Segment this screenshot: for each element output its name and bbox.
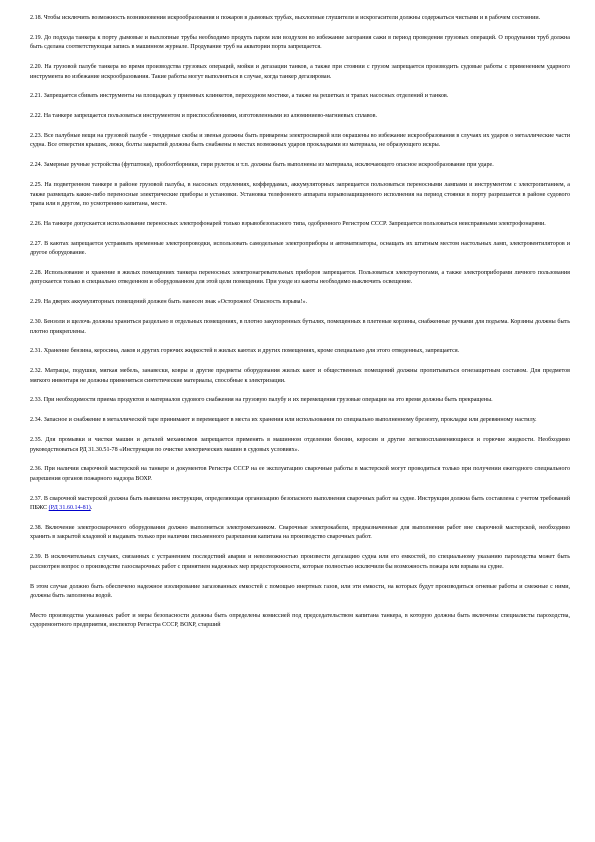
paragraph-2-30: 2.30. Бензоли и щелочь должны храниться раздельно в отдельных помещениях, в плотно закупоренных бутылях, помещенных в плетеные корзины, снабженные ручками для подъема. Корзины должны быть плотно прикреплены. xyxy=(30,319,570,335)
paragraph-2-37-text: 2.37. В сварочной мастерской должна быть вывешена инструкция, определяющая организацию безопасного выполнения сварочных работ на судне. Инструкция должна быть составлена с учетом требований ПБЖС xyxy=(30,495,570,512)
paragraph-2-39: 2.39. В исключительных случаях, связанных с устранением последствий аварии и невозможностью произвести дегазацию судна или его емкостей, по специальному указанию пароходства может быть рассмотрен вопрос о производстве газосварочных работ с принятием надежных мер предосторожности, которые полностью исключили бы возможность пожара или взрыва на судне. xyxy=(30,554,570,570)
paragraph-2-35: 2.35. Для промывки и чистки машин и деталей механизмов запрещается применять в машинном отделении бензин, керосин и другие легковоспламеняющиеся и горючие жидкости. Необходимо руководствоваться РД 31.30.51-78 «Инструкция по очистке электрических машин в судовых условиях». xyxy=(30,437,570,453)
rd-31-60-14-81-link[interactable]: (РД 31.60.14-81) xyxy=(48,505,91,512)
paragraph-inert-gas: В этом случае должно быть обеспечено надежное изолирование загазованных емкостей с помощью инертных газов, или эти емкости, на которых будут производиться огневые работы и смежные с ними, должны быть заполнены водой. xyxy=(30,583,570,600)
paragraph-2-23: 2.23. Все палубные вещи на грузовой палубе - тендерные скобы и звенья должны быть приварены электросваркой или окрашены во избежание искрообразования в случаях их ударов о металлические части судна. Все отверстия крышек, люки, болты закрытий должны быть снабжены в местах возможных ударов прокладками из материала, не образующего искры. xyxy=(30,132,570,149)
paragraph-2-37-end: . xyxy=(90,505,93,512)
paragraph-2-19: 2.19. До подхода танкера к порту дымовые и выхлопные трубы необходимо продуть паром или воздухом во избежание загорания сажи в период проведения грузовых операций. О продувании труб должна быть сделана соответствующая запись в машинном журнале. Продувание труб на акватории порта запрещается. xyxy=(30,34,570,51)
paragraph-commission: Место производства указанных работ и меры безопасности должны быть определены комиссией под председательством капитана танкера, в которую должны быть включены специалисты пароходства, судоремонтного предприятия, инспектор Регистра СССР, ВОХР, старший xyxy=(30,612,570,629)
paragraph-2-33: 2.33. При необходимости приема продуктов и материалов судового снабжения на грузовую палубу и их перемещения грузовые операции на это время должны быть прекращены. xyxy=(30,397,493,404)
paragraph-2-37 xyxy=(30,495,570,514)
paragraph-2-21: 2.21. Запрещается сбивать инструменты на площадках у приемных клинкетов, переходном мостике, а также на решетках и трапах насосных отделений и танков. xyxy=(30,93,449,100)
paragraph-2-25: 2.25. На подветренном танкере в районе грузовой палубы, в насосных отделениях, коффердамах, аккумуляторных запрещается пользоваться переносными лампами и инструментом с электропитанием, а также размещать какие-либо переносные электрические приборы и установки. Установка телефонного аппарата взрывозащищенного исполнения на период стоянки в порту разрешается в районе судового трапа или в другом, по усмотрению капитана, месте. xyxy=(30,182,570,208)
paragraph-2-38: 2.38. Включение электросварочного оборудования должно выполняться электромехаником. Сварочные электрокабели, предназначенные для выполнения работ вне сварочной мастерской, необходимо хранить в закрытой кладовой и выдавать только при наличии письменного разрешения капитана на производство сварочных работ. xyxy=(30,524,570,541)
paragraph-2-36: 2.36. При наличии сварочной мастерской на танкере и документов Регистра СССР на ее эксплуатацию сварочные работы в мастерской могут проводиться только при получении ежегодного специального разрешения органов пожарного надзора ВОХР. xyxy=(30,466,570,482)
paragraph-2-31: 2.31. Хранение бензина, керосина, лаков и других горючих жидкостей в жилых каютах и других помещениях, кроме специально для этого отведенных, запрещается. xyxy=(30,348,460,355)
paragraph-2-26: 2.26. На танкере допускается использование переносных электрофонарей только взрывобезопасного типа, одобренного Регистром СССР. Запрещается пользоваться неисправными электрофонарями. xyxy=(30,220,546,227)
paragraph-2-28: 2.28. Использование и хранение в жилых помещениях танкера переносных электронагревательных приборов запрещается. Пользоваться электроутюгами, а также электроприборами личного пользования допускается только в специально отведенном и оборудованном для этой цели помещении. При уходе из каюты необходимо выключить освещение. xyxy=(30,269,570,286)
paragraph-2-24: 2.24. Замерные ручные устройства (футштоки), пробоотборники, гири рулеток и т.п. должны быть выполнены из материала, исключающего опасное искрообразование при ударе. xyxy=(30,162,494,169)
paragraph-2-27: 2.27. В каютах запрещается устраивать временные электропроводки, использовать самодельные электроприборы и автоматизаторы, оснащать их штатным местом настольных ламп, электровентиляторов и другое оборудование. xyxy=(30,240,570,257)
paragraph-2-22: 2.22. На танкере запрещается пользоваться инструментом и приспособлениями, изготовленными из алюминиево-магниевых сплавов. xyxy=(30,113,378,120)
paragraph-2-34: 2.34. Запасное и снабжение в металлической таре принимают и перемещают в места их хранения или использования по специально выполненному брезенту, прокладке или деревянному настилу. xyxy=(30,417,537,424)
paragraph-2-20: 2.20. На грузовой палубе танкера во время производства грузовых операций, мойки и дегазации танков, а также при стоянии с грузом запрещается производить судовые работы с применением ударного инструмента во избежание искрообразования. Такие работы могут выполняться в случае, когда танкер дегазирован. xyxy=(30,64,570,80)
paragraph-2-18: 2.18. Чтобы исключить возможность возникновения искрообразования и пожаров в дымовых трубах, выхлопные глушители и искрогасители должны содержаться чистыми и в рабочем состоянии. xyxy=(30,15,541,21)
paragraph-2-29: 2.29. На дверях аккумуляторных помещений должен быть нанесен знак «Осторожно! Опасность взрыва!». xyxy=(30,299,308,306)
paragraph-2-32: 2.32. Матрацы, подушки, мягкая мебель, занавески, ковры и другие предметы оборудования жилых кают и общественных помещений должны пропитываться огнезащитным составом. Для предметов мягкого инвентаря не должны применяться синтетические материалы, способные к электризации. xyxy=(30,368,570,384)
